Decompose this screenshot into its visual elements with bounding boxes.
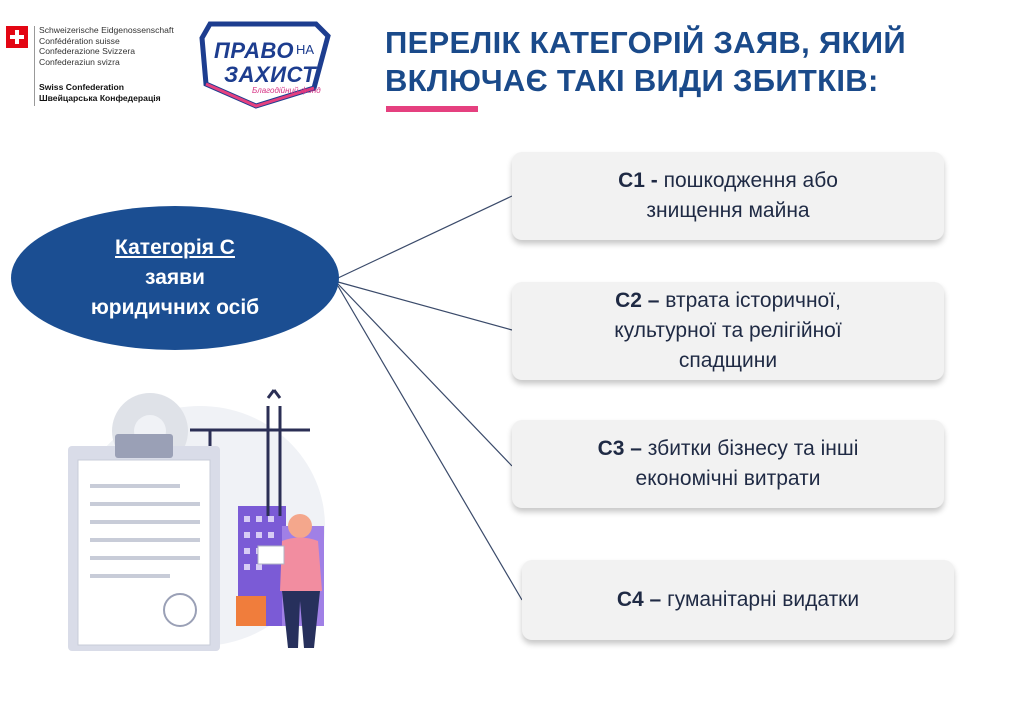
title-line: ВКЛЮЧАЄ ТАКІ ВИДИ ЗБИТКІВ: xyxy=(385,63,879,98)
card-code: С1 - xyxy=(618,169,658,192)
card-text: економічні витрати xyxy=(635,467,821,490)
category-title: Категорія С xyxy=(115,236,235,259)
card-text: знищення майна xyxy=(646,199,810,222)
category-ellipse xyxy=(11,206,339,350)
person-body xyxy=(280,538,322,592)
logo-word2: ЗАХИСТ xyxy=(224,62,317,87)
card-code: С4 – xyxy=(616,588,662,611)
card-text: пошкодження або xyxy=(657,169,838,192)
category-card-c3 xyxy=(512,420,944,508)
connector-line xyxy=(338,284,512,466)
category-card-c2 xyxy=(512,282,944,380)
swiss-name-line: Confédération suisse xyxy=(39,35,120,46)
title-line: ПЕРЕЛІК КАТЕГОРІЙ ЗАЯВ, ЯКИЙ xyxy=(385,25,906,60)
category-card-c1 xyxy=(512,152,944,240)
card-text: культурної та релігійної xyxy=(614,319,842,342)
card-code: С3 – xyxy=(597,437,642,460)
swiss-name-line: Confederazione Svizzera xyxy=(39,46,136,56)
category-card-c4 xyxy=(522,560,954,640)
logo-word1: ПРАВО xyxy=(214,38,294,63)
construction-illustration xyxy=(60,376,360,666)
connector-line xyxy=(338,286,522,600)
card-text: спадщини xyxy=(678,349,778,372)
connector-line xyxy=(338,196,512,278)
category-line: юридичних осіб xyxy=(90,296,260,319)
logo-na: НА xyxy=(296,42,315,57)
swiss-name-line: Schweizerische Eidgenossenschaft xyxy=(39,25,174,35)
card-code: С2 – xyxy=(615,289,660,312)
swiss-name-line: Confederaziun svizra xyxy=(39,56,120,67)
logo-subtitle: Благодійний фонд xyxy=(252,86,321,95)
connector-line xyxy=(338,282,512,330)
card-text: збитки бізнесу та інші xyxy=(641,437,859,460)
swiss-name-line: Swiss Confederation xyxy=(39,82,124,92)
category-line: заяви xyxy=(145,266,205,289)
person-head xyxy=(288,514,312,538)
card-text: втрата історичної, xyxy=(659,289,841,312)
swiss-name-line: Швейцарська Конфедерація xyxy=(39,93,161,103)
card-text: гуманітарні видатки xyxy=(661,588,860,611)
